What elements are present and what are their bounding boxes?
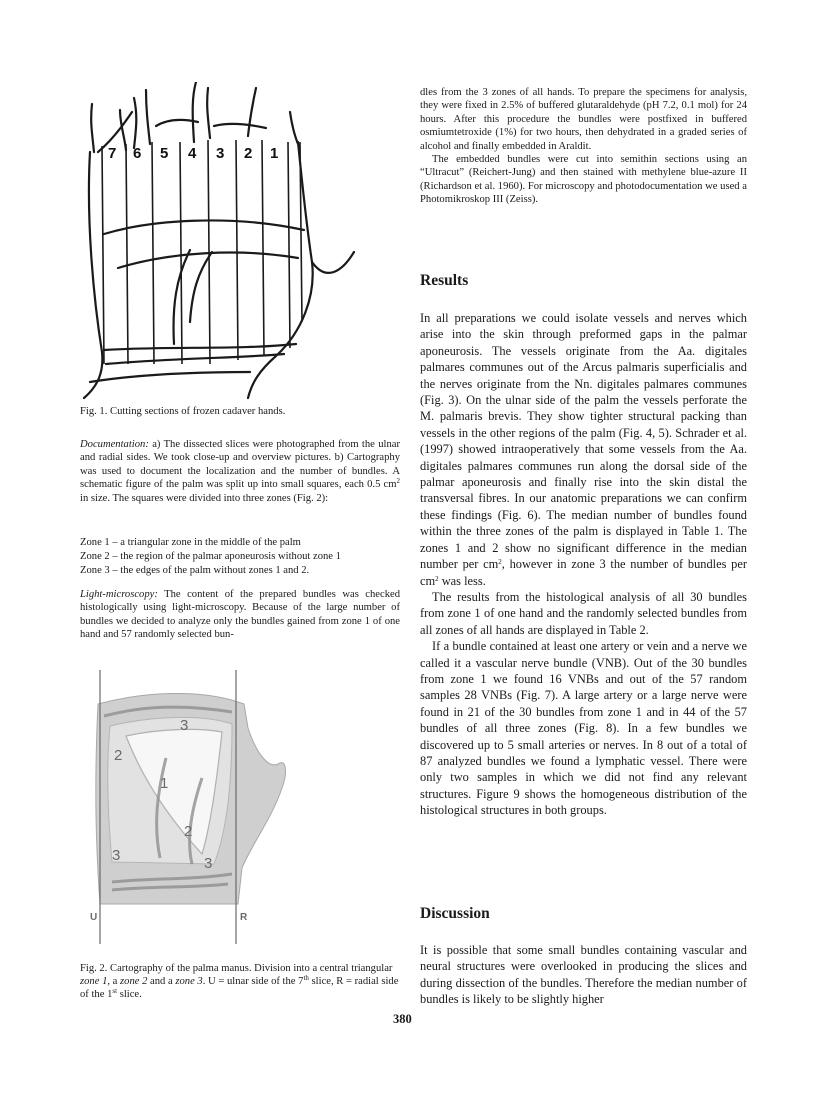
caption-zone-2: zone 2 bbox=[120, 976, 148, 987]
ulnar-side-label: U bbox=[90, 912, 98, 923]
light-microscopy-text: The content of the prepared bundles was checked histologically using light-microscopy. Because of the large number of bundles we decided to analyze only the bundles gained from zone 1 of one hand and 57 randomly selected bun- bbox=[80, 589, 400, 641]
methods-continuation bbox=[420, 86, 747, 207]
figure-1-caption: Fig. 1. Cutting sections of frozen cadaver hands. bbox=[80, 406, 286, 417]
superscript: 2 bbox=[396, 477, 400, 486]
caption-text: . U = ulnar side of the 7 bbox=[202, 976, 304, 987]
results-section bbox=[420, 310, 747, 819]
radial-side-label: R bbox=[240, 912, 248, 923]
superscript: 2 bbox=[498, 558, 502, 567]
figure-1-hand-cutting-sections bbox=[80, 82, 370, 402]
light-microscopy-paragraph bbox=[80, 588, 400, 642]
paragraph: dles from the 3 zones of all hands. To prepare the specimens for analysis, they were fixed in 2.5% of buffered glutaraldehyde (pH 7.2, 0.1 mol) for 24 hours. After this procedure the bundles were postfixed in buffered osmiumtetroxide (1%) for two hours, then dehydrated in a graded series of alcohol and finally embedded in Araldit. bbox=[420, 87, 747, 152]
zone-1-definition: Zone 1 – a triangular zone in the middle of the palm bbox=[80, 537, 301, 548]
slice-label: 5 bbox=[160, 145, 169, 162]
slice-label: 2 bbox=[244, 145, 253, 162]
caption-text: , a bbox=[107, 976, 121, 987]
slice-label: 1 bbox=[270, 145, 279, 162]
superscript: th bbox=[303, 974, 309, 982]
paragraph: It is possible that some small bundles containing vascular and neural structures were overlooked in producing the slices and during dissection of the bundles. Therefore the median number of bundles is likely to be slightly higher bbox=[420, 943, 747, 1007]
results-heading: Results bbox=[420, 272, 469, 289]
caption-zone-1: zone 1 bbox=[80, 976, 108, 987]
figure-2-caption bbox=[80, 962, 400, 1001]
caption-text: and a bbox=[147, 976, 176, 987]
paragraph-text: In all preparations we could isolate vessels and nerves which arise into the skin through preformed gaps in the palmar aponeurosis. The vessels originate from the Aa. digitales palmares communes out of the Arcus palmaris superficialis and the nerves originate from the Nn. digitales palmares communes (Fig. 3). On the ulnar side of the palm the vessels perforate the M. palmaris brevis. They show tighter structural packing than vessels in the other regions of the palm (Fig. 4, 5). Schrader et al. (1997) showed intraoperatively that some vessels from the Aa. digitales palmares communes run along the dorsal side of the palmar aponeurosis and finally rise into the skin distal the transversal fibres. In our anatomic preparations we can confirm these findings (Fig. 6). The median number of bundles found within the three zones of the palm is displayed in Table 1. The zones 1 and 2 show no significant difference in the median number per cm bbox=[420, 311, 747, 572]
zone-label: 3 bbox=[204, 855, 213, 872]
caption-zone-3: zone 3 bbox=[175, 976, 203, 987]
caption-text: Fig. 2. Cartography of the palma manus. Division into a central triangular bbox=[80, 963, 393, 974]
documentation-paragraph bbox=[80, 438, 400, 505]
zone-label: 3 bbox=[180, 717, 189, 734]
slice-label: 3 bbox=[216, 145, 225, 162]
slice-label: 6 bbox=[133, 145, 142, 162]
zone-label: 2 bbox=[114, 747, 123, 764]
caption-text: slice, R = radial side of the 1 bbox=[80, 976, 399, 1000]
page-number: 380 bbox=[393, 1012, 412, 1026]
paragraph: If a bundle contained at least one artery or vein and a nerve we called it a vascular nerve bundle (VNB). Out of the 30 bundles from zone 1 we found 16 VNBs and out of the 57 random samples 28 VNBs (Fig. 7). A large artery or a large nerve were found in 21 of the 30 bundles from zone 1 and in 44 of the 57 bundles of all three zones (Fig. 8). In a few bundles we discovered up to 5 small arteries or nerves. In 8 out of a total of 87 analyzed bundles we found a lymphatic vessel. There were only two samples in which we did not find any relevant structures. Figure 9 shows the homogeneous distribution of the histological structures in both groups. bbox=[420, 639, 747, 818]
paragraph: The results from the histological analysis of all 30 bundles from zone 1 of one hand and the randomly selected bundles from all zones of all hands are displayed in Table 2. bbox=[420, 589, 747, 637]
paragraph-text: , however in zone 3 the number of bundles per cm bbox=[420, 557, 747, 588]
documentation-text-end: in size. The squares were divided into three zones (Fig. 2): bbox=[80, 492, 329, 504]
paragraph: The embedded bundles were cut into semithin sections using an “Ultracut” (Reichert-Jung) and then stained with methylene blue-azure II (Richardson et al. 1960). For microscopy and photodocumentation we used a Photomikroskop III (Zeiss). bbox=[420, 154, 747, 206]
paragraph-text: was less. bbox=[438, 573, 486, 588]
superscript: st bbox=[112, 987, 118, 995]
discussion-section bbox=[420, 942, 747, 1008]
zone-3-definition: Zone 3 – the edges of the palm without zones 1 and 2. bbox=[80, 565, 310, 576]
slice-label: 7 bbox=[108, 145, 117, 162]
caption-text: slice. bbox=[117, 989, 142, 1000]
superscript: 2 bbox=[435, 574, 439, 583]
paragraph bbox=[420, 310, 747, 589]
light-microscopy-label: Light-microscopy: bbox=[80, 589, 158, 600]
zone-2-definition: Zone 2 – the region of the palmar aponeurosis without zone 1 bbox=[80, 551, 341, 562]
zone-label: 2 bbox=[184, 823, 193, 840]
discussion-heading: Discussion bbox=[420, 905, 490, 922]
zone-label: 1 bbox=[160, 775, 169, 792]
documentation-label: Documentation: bbox=[80, 439, 149, 450]
documentation-text: a) The dissected slices were photographed from the ulnar and radial sides. We took close-up and overview pictures. b) Cartography was used to document the localization and the number of bundles. A schematic figure of the palm was split up into small squares, each 0.5 cm bbox=[80, 439, 400, 491]
figure-2-palm-cartography bbox=[82, 668, 292, 950]
zone-label: 3 bbox=[112, 847, 121, 864]
slice-label: 4 bbox=[188, 145, 197, 162]
